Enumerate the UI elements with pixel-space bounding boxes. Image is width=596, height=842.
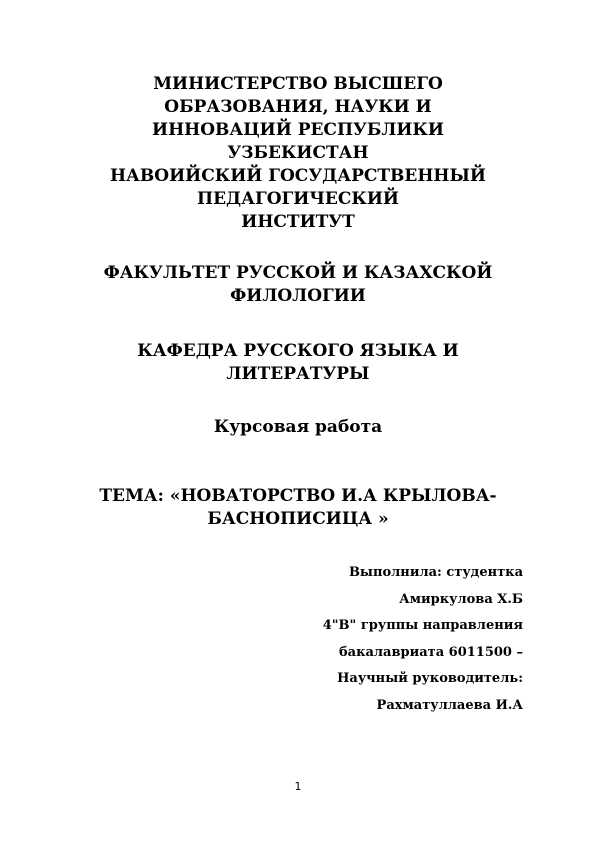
institution-heading (70, 73, 526, 234)
department-line: КАФЕДРА РУССКОГО ЯЗЫКА И (137, 341, 459, 361)
signature-line: Рахматуллаева И.А (376, 697, 523, 713)
department-line: ЛИТЕРАТУРЫ (226, 364, 370, 384)
institution-line: ИННОВАЦИЙ РЕСПУБЛИКИ (152, 120, 444, 140)
page-number: 1 (294, 780, 302, 793)
faculty-heading (70, 262, 526, 308)
institution-line: ИНСТИТУТ (241, 212, 355, 232)
signature-line: Выполнила: студентка (348, 565, 523, 580)
institution-line: ОБРАЗОВАНИЯ, НАУКИ И (164, 97, 432, 117)
work-type-text: Курсовая работа (213, 417, 383, 437)
institution-line: НАВОИЙСКИЙ ГОСУДАРСТВЕННЫЙ (110, 166, 486, 186)
faculty-line: ФАКУЛЬТЕТ РУССКОЙ И КАЗАХСКОЙ (103, 263, 493, 283)
department-heading (70, 340, 526, 386)
faculty-line: ФИЛОЛОГИИ (230, 286, 366, 306)
signature-line: Амиркулова Х.Б (399, 591, 523, 607)
topic-line: БАСНОПИСИЦА » (207, 509, 389, 529)
signature-line: бакалавриата 6011500 – (338, 644, 523, 660)
work-type-title (70, 416, 526, 439)
signature-line: 4"В" группы направления (322, 618, 523, 633)
author-signature-block (323, 560, 523, 719)
topic-heading (60, 485, 536, 531)
institution-line: МИНИСТЕРСТВО ВЫСШЕГО (153, 74, 443, 94)
institution-line: УЗБЕКИСТАН (227, 143, 369, 163)
institution-line: ПЕДАГОГИЧЕСКИЙ (197, 189, 399, 209)
signature-line: Научный руководитель: (337, 671, 523, 686)
topic-line: ТЕМА: «НОВАТОРСТВО И.А КРЫЛОВА- (99, 486, 497, 506)
